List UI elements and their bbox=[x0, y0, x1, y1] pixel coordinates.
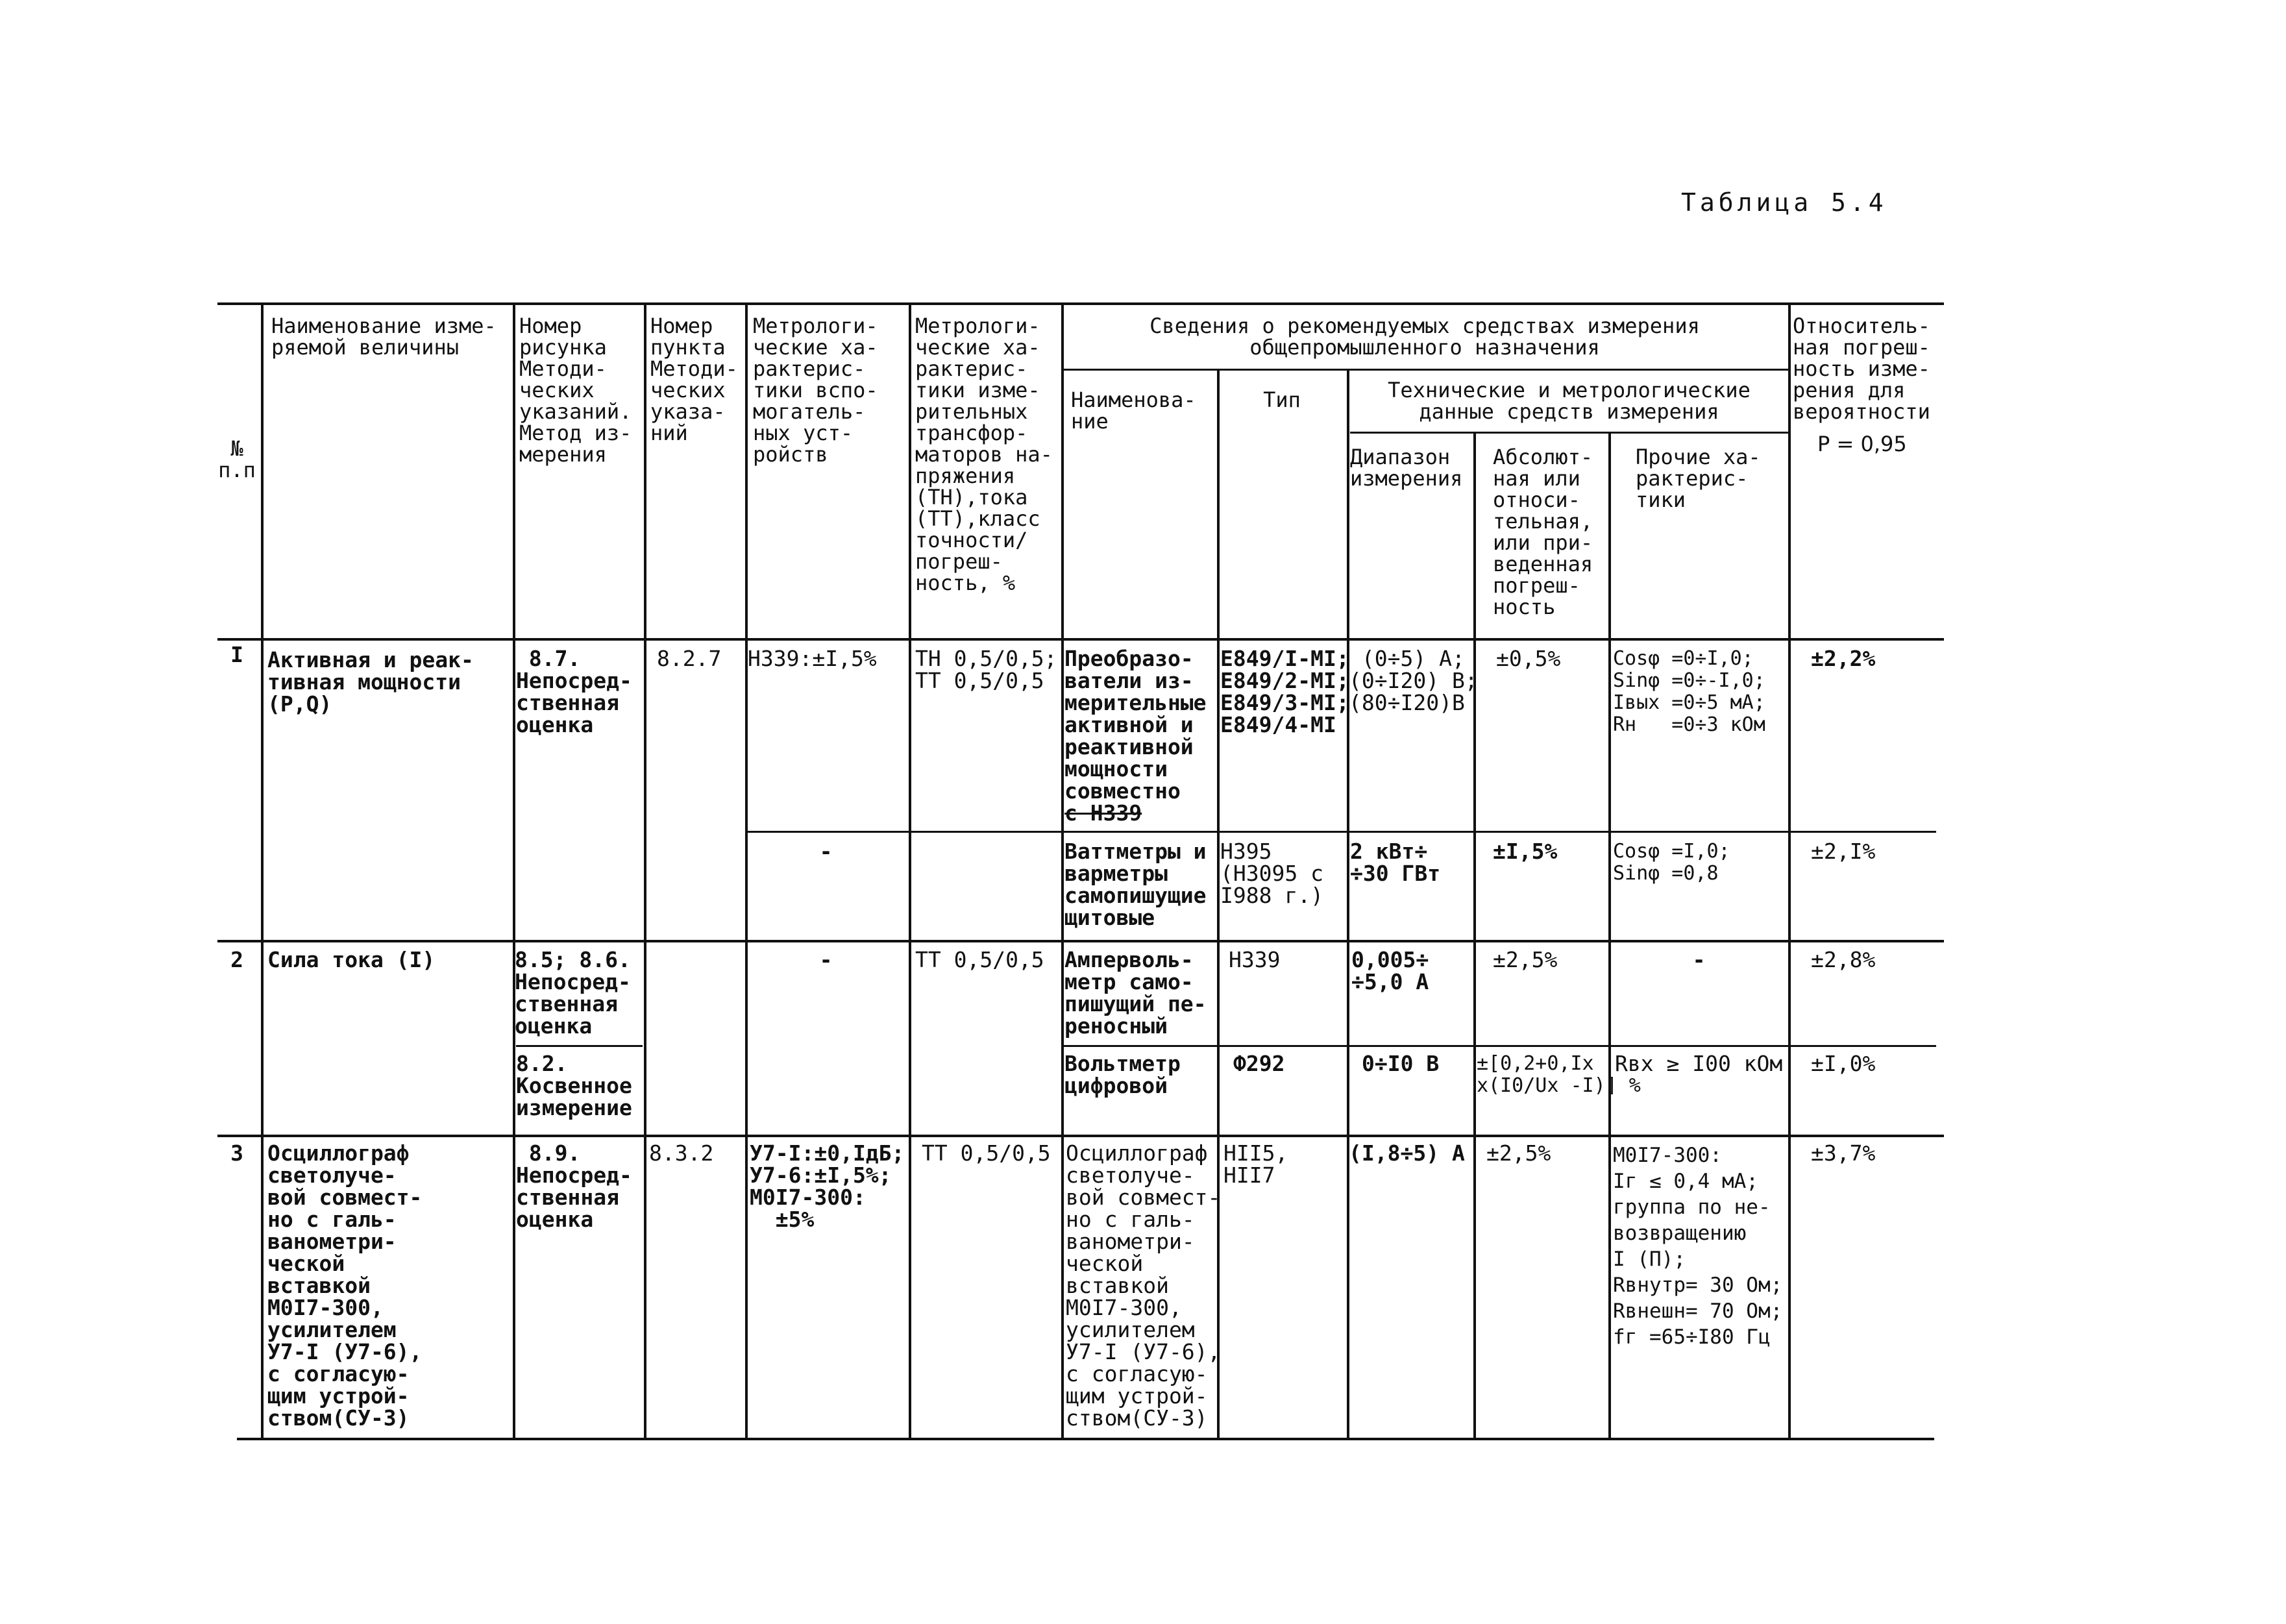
row2a-aux: - bbox=[819, 947, 833, 972]
row3-name: Осциллограф светолуче- вой совмест- но с галь- ванометри- ческой вставкой М0I7-300, усилителем У7-I (У7-6), с согласую- щим устрой- ством(СУ-3) bbox=[267, 1140, 423, 1431]
col-border-1 bbox=[261, 302, 264, 1439]
row2a-transformers: ТТ 0,5/0,5 bbox=[915, 947, 1044, 972]
row1b-range: 2 кВт÷ ÷30 ГВт bbox=[1350, 839, 1441, 886]
header-num: № п.п bbox=[218, 436, 256, 482]
row1a-means-name: Преобразо- ватели из- мерительные активной и реактивной мощности совместно bbox=[1064, 646, 1207, 804]
row1-name: Активная и реак- тивная мощности (P,Q) bbox=[267, 647, 474, 717]
row2-num: 2 bbox=[230, 947, 243, 972]
row3-item: 8.3.2 bbox=[649, 1140, 714, 1166]
row1a-abs-error: ±0,5% bbox=[1496, 646, 1561, 671]
row2b-figure: 8.2. Косвенное измерение bbox=[516, 1051, 632, 1120]
row1a-means-name-last: с Н339 bbox=[1064, 800, 1142, 826]
row2a-range: 0,005÷ ÷5,0 А bbox=[1351, 947, 1429, 994]
row2a-figure: 8.5; 8.6. Непосред- ственная оценка bbox=[515, 947, 631, 1039]
col-border-8 bbox=[1347, 369, 1349, 1439]
row2-figure-split bbox=[516, 1045, 643, 1047]
row2b-other: Rвх ≥ I00 кОм bbox=[1615, 1051, 1783, 1076]
row1a-type: Е849/I-МI; Е849/2-МI; Е849/3-МI; Е849/4-МI bbox=[1220, 646, 1349, 737]
col-border-5 bbox=[909, 302, 911, 1439]
row1-bottom-border bbox=[217, 940, 1944, 942]
col-border-3 bbox=[644, 302, 646, 1439]
row3-rel-error: ±3,7% bbox=[1811, 1140, 1876, 1166]
row1-item: 8.2.7 bbox=[657, 646, 722, 671]
row3-range: (I,8÷5) А bbox=[1349, 1140, 1465, 1166]
row1-split-border bbox=[745, 831, 1936, 833]
row3-means-name: Осциллограф светолуче- вой совмест- но с галь- ванометри- ческой вставкой М0I7-300, усилителем У7-I (У7-6), с согласую- щим устрой- ством(СУ-3) bbox=[1066, 1140, 1221, 1431]
header-means-type: Тип bbox=[1263, 388, 1301, 412]
row2a-other: - bbox=[1692, 947, 1706, 972]
row1-num: I bbox=[230, 642, 243, 667]
col-border-6 bbox=[1061, 302, 1064, 1439]
row2a-means-name: Амперволь- метр само- пишущий пе- реносный bbox=[1064, 947, 1207, 1039]
row1b-means-name: Ваттметры и варметры самопишущие щитовые bbox=[1064, 839, 1207, 930]
row3-abs-error: ±2,5% bbox=[1486, 1140, 1551, 1166]
header-figure: Номер рисунка Методи- ческих указаний. Метод из- мерения bbox=[519, 314, 632, 467]
header-name: Наименование изме- ряемой величины bbox=[271, 314, 497, 360]
header-means-group: Сведения о рекомендуемых средствах измерения общепромышленного назначения bbox=[1149, 314, 1700, 360]
header-sub-border bbox=[1061, 369, 1788, 371]
row1b-type: Н395 (Н3095 с I988 г.) bbox=[1220, 839, 1323, 908]
header-transformers: Метрологи- ческие ха- рактерис- тики изме- рительных трансфор- маторов на- пряжения (ТН),тока (ТТ),класс точности/ погреш- ность, % bbox=[915, 314, 1053, 595]
row2a-type: Н339 bbox=[1229, 947, 1281, 972]
header-rel-error: Относитель- ная погреш- ность изме- рения для вероятности bbox=[1793, 314, 1930, 424]
row3-other: М0I7-300: Iг ≤ 0,4 мА; группа по не- возвращению I (П); Rвнутр= 30 Ом; Rвнешн= 70 Ом; fг =65÷I80 Гц bbox=[1613, 1144, 1783, 1349]
table-top-border bbox=[217, 302, 1944, 305]
header-other: Прочие ха- рактерис- тики bbox=[1636, 445, 1761, 512]
header-sub-border-2 bbox=[1350, 432, 1788, 434]
header-tech-group: Технические и метрологические данные средств измерения bbox=[1388, 378, 1751, 424]
row2b-rel-error: ±I,0% bbox=[1811, 1051, 1876, 1076]
row1b-other: Cosφ =I,0; Sinφ =0,8 bbox=[1613, 840, 1730, 885]
row2b-abs-error: ±[0,2+0,Ix x(I0/Uх -I)] % bbox=[1477, 1052, 1641, 1097]
row2b-range: 0÷I0 В bbox=[1362, 1051, 1440, 1076]
header-aux: Метрологи- ческие ха- рактерис- тики вспо- могатель- ных уст- ройств bbox=[753, 314, 878, 467]
row3-transformers: ТТ 0,5/0,5 bbox=[922, 1140, 1051, 1166]
row3-aux: У7-I:±0,IдБ; У7-6:±I,5%; М0I7-300: ±5% bbox=[750, 1140, 905, 1232]
row1b-rel-error: ±2,I% bbox=[1811, 839, 1876, 864]
row1a-rel-error: ±2,2% bbox=[1811, 646, 1876, 671]
row1b-abs-error: ±I,5% bbox=[1493, 839, 1558, 864]
col-border-2 bbox=[513, 302, 515, 1439]
header-item: Номер пункта Методи- ческих указа- ний bbox=[650, 314, 738, 445]
row2-name: Сила тока (I) bbox=[267, 947, 436, 972]
row2b-means-name: Вольтметр цифровой bbox=[1064, 1051, 1181, 1098]
row2-split-border bbox=[1061, 1045, 1936, 1047]
header-range: Диапазон измерения bbox=[1350, 445, 1463, 491]
table-caption: Таблица 5.4 bbox=[1681, 188, 1887, 217]
row3-figure: 8.9. Непосред- ственная оценка bbox=[516, 1140, 632, 1232]
header-means-name: Наименова- ние bbox=[1071, 388, 1196, 434]
row1a-transformers: ТН 0,5/0,5; ТТ 0,5/0,5 bbox=[915, 646, 1057, 693]
row1b-aux: - bbox=[819, 839, 833, 864]
row1a-range: (0÷5) А; (0÷I20) В; (80÷I20)В bbox=[1349, 646, 1478, 715]
row1a-other: Cosφ =0÷I,0; Sinφ =0÷-I,0; Iвых =0÷5 мА; Rн =0÷3 кОм bbox=[1613, 647, 1765, 736]
row2-bottom-border bbox=[217, 1135, 1944, 1137]
header-probability: P = 0,95 bbox=[1817, 432, 1907, 456]
row1a-aux: Н339:±I,5% bbox=[748, 646, 877, 671]
col-border-9 bbox=[1473, 432, 1476, 1439]
col-border-11 bbox=[1788, 302, 1791, 1439]
row3-type: НII5, НII7 bbox=[1223, 1140, 1288, 1188]
row2b-type: Ф292 bbox=[1233, 1051, 1285, 1076]
col-border-4 bbox=[745, 302, 748, 1439]
table-bottom-border bbox=[237, 1438, 1934, 1440]
row2a-rel-error: ±2,8% bbox=[1811, 947, 1876, 972]
header-bottom-border bbox=[217, 638, 1944, 641]
col-border-10 bbox=[1608, 432, 1611, 1439]
row1-figure: 8.7. Непосред- ственная оценка bbox=[516, 646, 632, 737]
header-abs-error: Абсолют- ная или относи- тельная, или при- веденная погреш- ность bbox=[1493, 445, 1593, 619]
row3-num: 3 bbox=[230, 1140, 243, 1166]
row2a-abs-error: ±2,5% bbox=[1493, 947, 1558, 972]
